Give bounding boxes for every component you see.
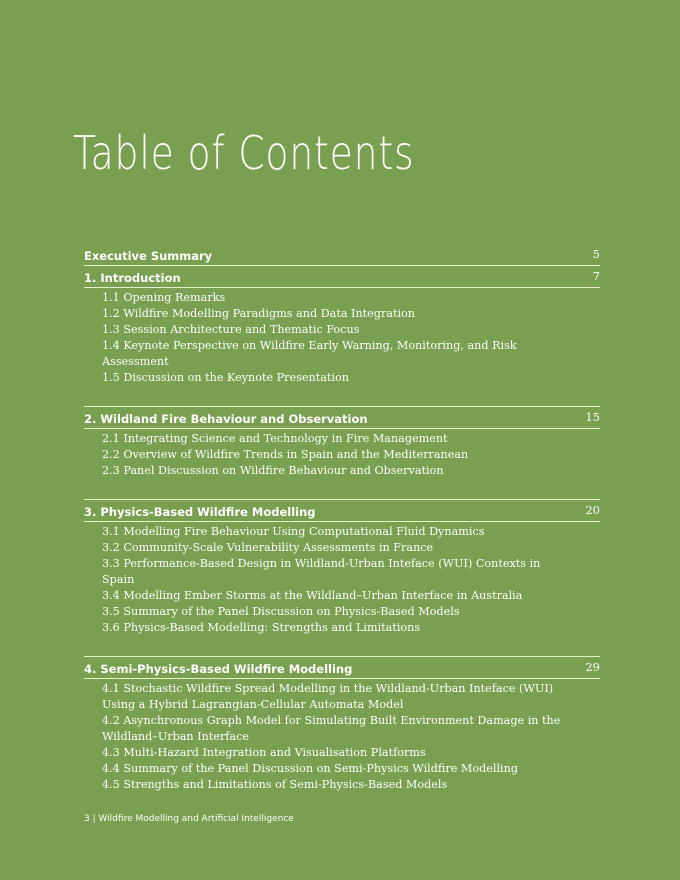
toc-page-number: 15 [585, 410, 600, 424]
toc-item[interactable]: 1.5 Discussion on the Keynote Presentation [102, 371, 349, 384]
page-footer: 3 | Wildfire Modelling and Artificial Intelligence [84, 814, 294, 824]
toc-item[interactable]: 2.3 Panel Discussion on Wildfire Behaviour and Observation [102, 464, 444, 477]
toc-heading-label: 4. Semi-Physics-Based Wildfire Modelling [84, 662, 353, 676]
toc-section-heading[interactable] [84, 266, 600, 288]
toc-item[interactable]: 1.2 Wildfire Modelling Paradigms and Data Integration [102, 307, 415, 320]
toc-item[interactable]: 2.1 Integrating Science and Technology in Fire Management [102, 432, 448, 445]
toc-heading-label: 3. Physics-Based Wildfire Modelling [84, 505, 316, 519]
toc-item-list [84, 522, 600, 636]
toc-item[interactable]: 3.6 Physics-Based Modelling: Strengths and Limitations [102, 621, 421, 634]
toc-item[interactable]: 3.2 Community-Scale Vulnerability Assessments in France [102, 541, 434, 554]
toc-item[interactable]: 1.3 Session Architecture and Thematic Focus [102, 323, 360, 336]
toc-section-executive-summary [84, 244, 600, 266]
toc-heading-label: 1. Introduction [84, 271, 181, 285]
toc-section-heading[interactable] [84, 499, 600, 522]
toc-item-list [84, 429, 600, 479]
toc-item[interactable]: 4.2 Asynchronous Graph Model for Simulating Built Environment Damage in the Wildland–Urban Interface [102, 714, 561, 743]
toc-item[interactable]: 1.1 Opening Remarks [102, 291, 226, 304]
toc-item[interactable]: 4.3 Multi-Hazard Integration and Visualisation Platforms [102, 746, 426, 759]
toc-page-number: 29 [585, 660, 600, 674]
toc-item[interactable]: 4.4 Summary of the Panel Discussion on Semi-Physics Wildfire Modelling [102, 762, 518, 775]
toc-item[interactable]: 4.1 Stochastic Wildfire Spread Modelling in the Wildland-Urban Inteface (WUI) Using a Hybrid Lagrangian-Cellular Automata Model [102, 682, 554, 711]
toc-item[interactable]: 3.1 Modelling Fire Behaviour Using Computational Fluid Dynamics [102, 525, 485, 538]
toc-section-heading[interactable] [84, 406, 600, 429]
toc-section-introduction [84, 266, 600, 386]
table-of-contents [84, 244, 600, 813]
toc-item[interactable]: 3.5 Summary of the Panel Discussion on Physics-Based Models [102, 605, 460, 618]
toc-section-heading[interactable] [84, 244, 600, 266]
toc-page-number: 20 [585, 503, 600, 517]
toc-heading-label: Executive Summary [84, 249, 213, 263]
toc-section-semi-physics-modelling [84, 656, 600, 793]
toc-item-list [84, 288, 600, 386]
toc-page-number: 7 [592, 269, 600, 283]
toc-item[interactable]: 4.5 Strengths and Limitations of Semi-Physics-Based Models [102, 778, 448, 791]
toc-page-number: 5 [592, 247, 600, 261]
toc-section-wildland-fire-behaviour [84, 406, 600, 479]
toc-section-heading[interactable] [84, 656, 600, 679]
page-title: Table of Contents [73, 126, 415, 180]
toc-item[interactable]: 3.4 Modelling Ember Storms at the Wildland–Urban Interface in Australia [102, 589, 523, 602]
toc-heading-label: 2. Wildland Fire Behaviour and Observation [84, 412, 368, 426]
toc-section-physics-based-modelling [84, 499, 600, 636]
toc-item[interactable]: 3.3 Performance-Based Design in Wildland-Urban Inteface (WUI) Contexts in Spain [102, 557, 541, 586]
toc-item[interactable]: 1.4 Keynote Perspective on Wildfire Early Warning, Monitoring, and Risk Assessment [102, 339, 517, 368]
toc-item[interactable]: 2.2 Overview of Wildfire Trends in Spain and the Mediterranean [102, 448, 469, 461]
toc-item-list [84, 679, 600, 793]
